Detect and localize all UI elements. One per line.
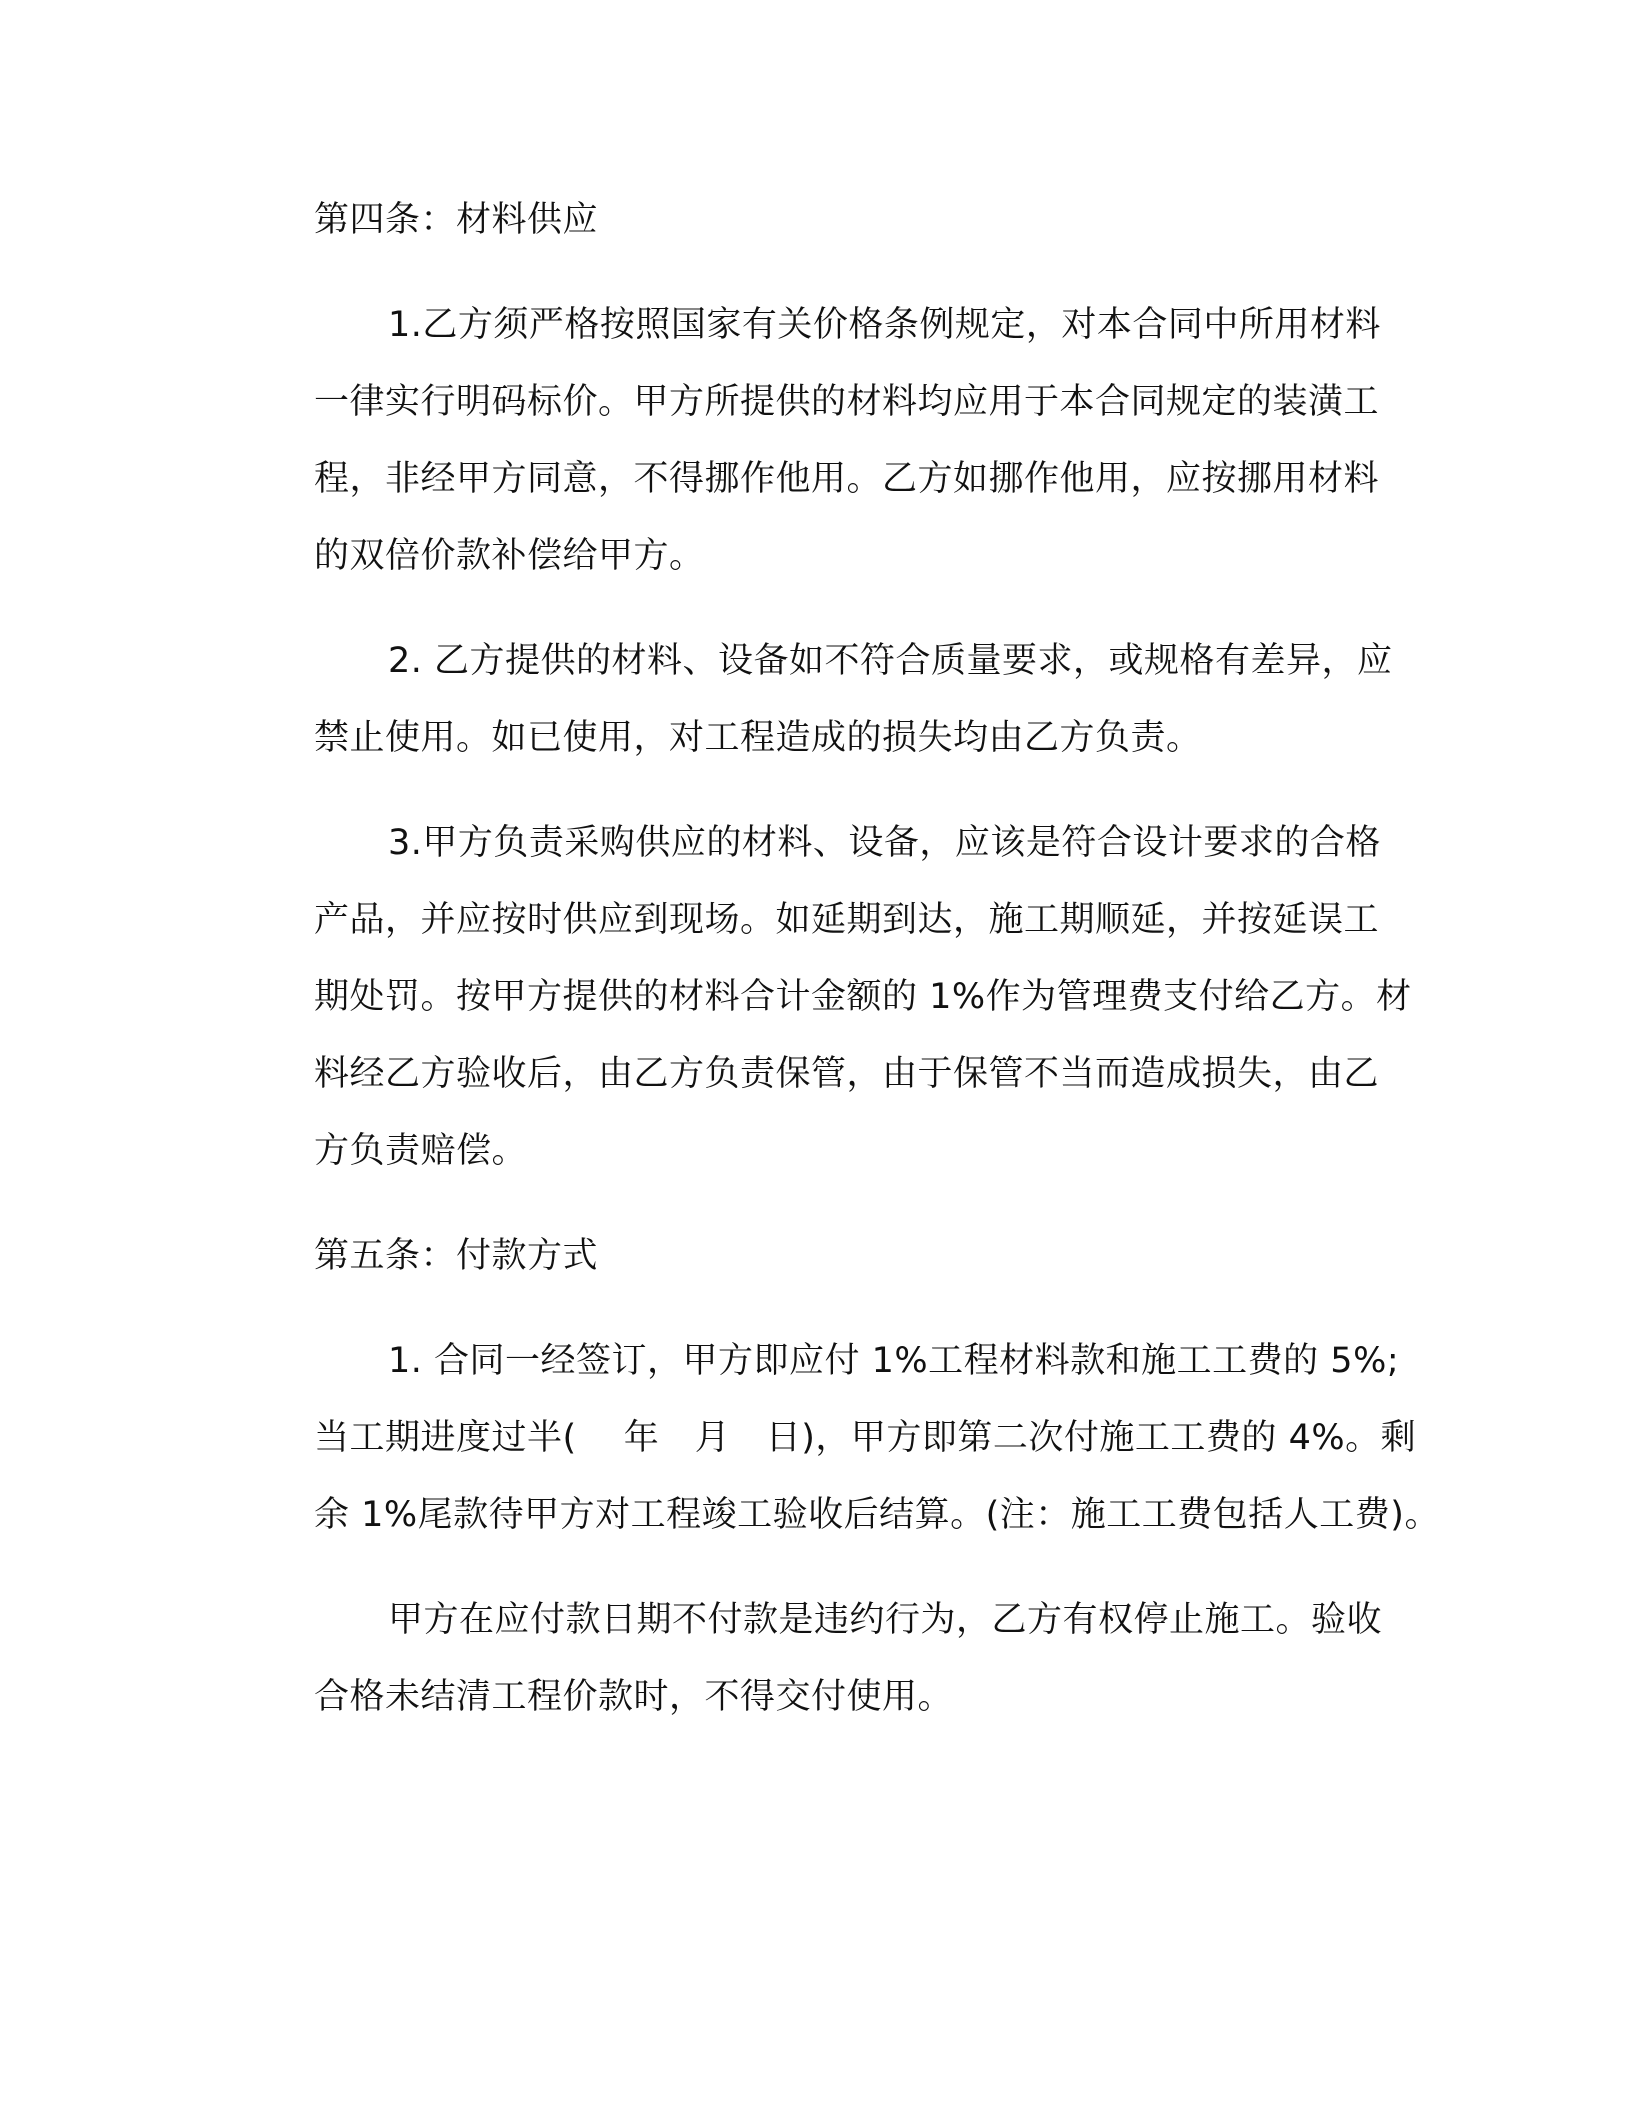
text-line: 甲方在应付款日期不付款是违约行为，乙方有权停止施工。验收	[388, 1600, 1383, 1640]
text-line: 料经乙方验收后，由乙方负责保管，由于保管不当而造成损失，由乙	[314, 1054, 1380, 1094]
text-line: 1. 合同一经签订，甲方即应付 1%工程材料款和施工工费的 5%;	[388, 1341, 1400, 1381]
article-4-clause-1	[240, 287, 1400, 595]
text-line: 3.甲方负责采购供应的材料、设备，应该是符合设计要求的合格	[388, 823, 1381, 863]
article-5-clause-2	[240, 1582, 1400, 1736]
text-line: 的双倍价款补偿给甲方。	[314, 536, 705, 576]
article-4-heading: 第四条：材料供应	[314, 200, 599, 240]
article-4-clause-3	[240, 805, 1412, 1190]
text-line: 当工期进度过半( 年 月 日)，甲方即第二次付施工工费的 4%。剩	[314, 1418, 1417, 1458]
text-line: 2. 乙方提供的材料、设备如不符合质量要求，或规格有差异，应	[388, 641, 1393, 681]
text-line: 产品，并应按时供应到现场。如延期到达，施工期顺延，并按延误工	[314, 900, 1380, 940]
text-line: 禁止使用。如已使用，对工程造成的损失均由乙方负责。	[314, 718, 1202, 758]
text-line: 方负责赔偿。	[314, 1131, 528, 1171]
text-line: 1.乙方须严格按照国家有关价格条例规定，对本合同中所用材料	[388, 305, 1381, 345]
article-5-heading: 第五条：付款方式	[314, 1236, 599, 1276]
article-5-clause-1	[240, 1323, 1440, 1554]
article-4-clause-2	[240, 623, 1400, 777]
document-body	[240, 182, 1440, 1736]
text-line: 合格未结清工程价款时，不得交付使用。	[314, 1677, 954, 1717]
text-line: 程，非经甲方同意，不得挪作他用。乙方如挪作他用，应按挪用材料	[314, 459, 1380, 499]
text-line: 期处罚。按甲方提供的材料合计金额的 1%作为管理费支付给乙方。材	[314, 977, 1412, 1017]
text-line: 一律实行明码标价。甲方所提供的材料均应用于本合同规定的装潢工	[314, 382, 1380, 422]
text-line: 余 1%尾款待甲方对工程竣工验收后结算。(注：施工工费包括人工费)。	[314, 1495, 1440, 1535]
